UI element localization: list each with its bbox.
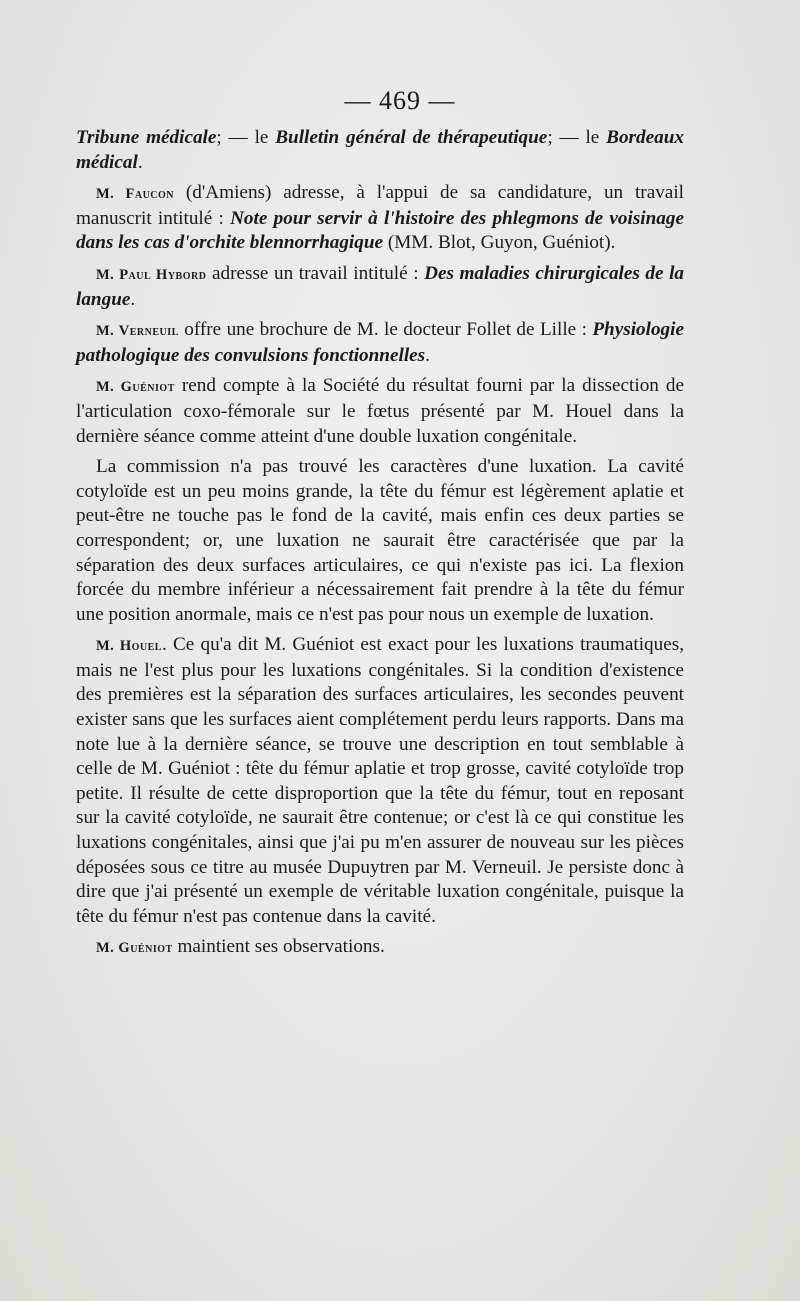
speaker-name: M. Guéniot — [96, 379, 175, 396]
work-title: Note pour servir à l'histoire des phlegmons de voisinage dans les cas d'orchite blennorrhagique — [76, 207, 685, 254]
paragraph-verneuil — [76, 318, 684, 368]
text-run: offre une brochure de M. le docteur Follet de Lille : — [178, 319, 593, 341]
paragraph-gueniot-report — [76, 374, 684, 449]
work-title: Physiologie pathologique des convulsions fonctionnelles — [76, 319, 684, 366]
text-run: . — [130, 288, 136, 310]
speaker-name: M. Faucon — [96, 186, 175, 203]
text-run: adresse un travail intitulé : — [206, 262, 425, 284]
speaker-name: M. Paul Hybord — [96, 266, 207, 283]
text-run: (MM. Blot, Guyon, Guéniot). — [383, 232, 616, 254]
text-run: maintient ses observations. — [172, 936, 385, 958]
journal-title: Tribune médicale — [76, 127, 217, 148]
speaker-name: M. Verneuil — [96, 323, 179, 340]
paragraph-journals — [76, 126, 684, 175]
text-run: rend compte à la Société du résultat fourni par la dissection de l'articulation coxo-fémorale sur le fœtus présenté par M. Houel dans la dernière séance comme atteint d'une double luxation congénitale. — [76, 375, 684, 447]
text-run: . Ce qu'a dit M. Guéniot est exact pour les luxations traumatiques, mais ne l'est plus pour les luxations congénitales. Si la condition d'existence des premières est la séparation des surfaces articulaires, les secondes peuvent exister sans que les surfaces aient complétement perdu leurs rapports. Dans ma note lue à la dernière séance, se trouve une description en tout semblable à celle de M. Guéniot : tête du fémur aplatie et trop grosse, cavité cotyloïde trop petite. Il résulte de cette disproportion que la tête du fémur, tout en reposant sur la cavité cotyloïde, ne saurait être contenue; or c'est là ce qui constitue les luxations congénitales, ainsi que j'ai pu m'en assurer de nouveau sur les pièces déposées sous ce titre au musée Dupuytren par M. Verneuil. Je persiste donc à dire que j'ai présenté un exemple de véritable luxation congénitale, puisque la tête du fémur n'est pas contenue dans la cavité. — [76, 634, 684, 927]
text-run: . — [137, 151, 143, 173]
paragraph-commission: La commission n'a pas trouvé les caractères d'une luxation. La cavité cotyloïde est un peu moins grande, la tête du fémur est légèrement aplatie et peut-être ne touche pas le fond de la cavité, mais enfin ces deux parties se correspondent; or, une luxation ne saurait être caractérisée que par la séparation des deux surfaces articulaires, ce qui n'existe pas ici. La flexion forcée du membre inférieur a nécessairement fait prendre à la tête du fémur une position anormale, mais ce n'est pas pour nous un exemple de luxation. — [76, 456, 684, 625]
work-title: Des maladies chirurgicales de la langue — [76, 262, 684, 310]
paragraph-hybord — [76, 262, 684, 312]
body-text — [76, 126, 684, 961]
journal-title: Bulletin général de thérapeutique — [275, 127, 548, 148]
journal-title: Bordeaux médical — [76, 127, 684, 173]
speaker-name: M. Guéniot — [96, 940, 173, 957]
paragraph-gueniot-reply — [76, 935, 684, 961]
text-run: ; — le — [216, 127, 276, 148]
text-run: (d'Amiens) adresse, à l'appui de sa candidature, un travail manuscrit intitulé : — [76, 182, 684, 229]
text-run: ; — le — [547, 127, 607, 148]
text-run: . — [425, 344, 430, 366]
paragraph-faucon — [76, 181, 684, 256]
speaker-name: M. Houel — [96, 638, 162, 655]
page-number: — 469 — — [344, 86, 456, 115]
paragraph-houel — [76, 633, 684, 929]
